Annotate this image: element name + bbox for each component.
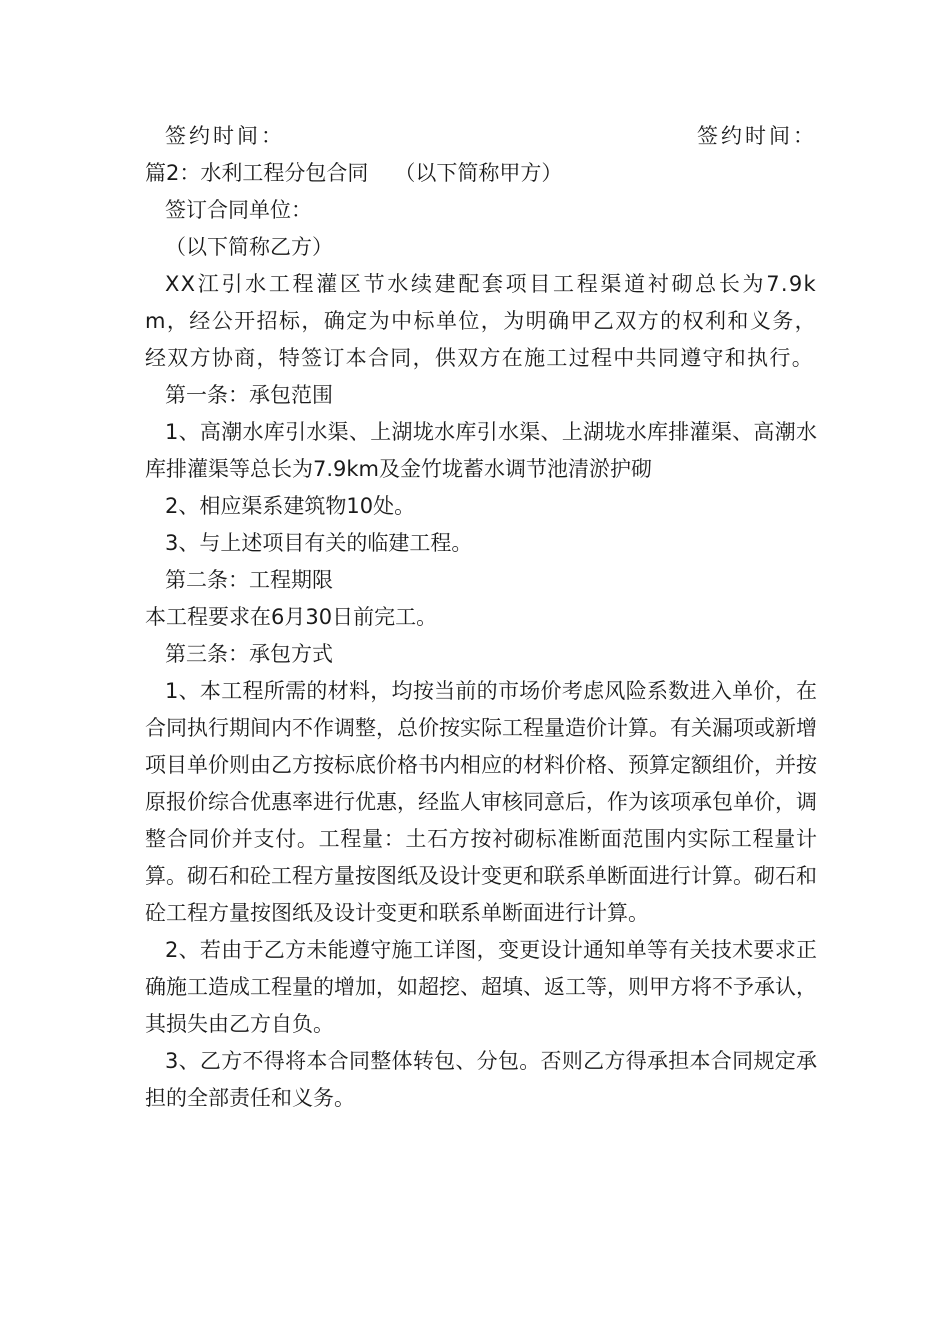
article-1-item-3: 3、与上述项目有关的临建工程。 bbox=[165, 531, 473, 555]
article-3-heading: 第三条：承包方式 bbox=[165, 642, 333, 666]
article-1-item-2: 2、相应渠系建筑物10处。 bbox=[165, 494, 416, 518]
signature-row bbox=[145, 118, 817, 155]
article-3-item-3: 3、乙方不得将本合同整体转包、分包。否则乙方得承担本合同规定承担的全部责任和义务。 bbox=[145, 1049, 817, 1110]
party-a-note: （以下简称甲方） bbox=[394, 161, 563, 185]
article-2-heading: 第二条：工程期限 bbox=[165, 568, 333, 592]
article-3-item-2: 2、若由于乙方未能遵守施工详图，变更设计通知单等有关技术要求正确施工造成工程量的增加，如超挖、超填、返工等，则甲方将不予承认，其损失由乙方自负。 bbox=[145, 938, 817, 1036]
article-1-item-1: 1、高潮水库引水渠、上湖垅水库引水渠、上湖垅水库排灌渠、高潮水库排灌渠等总长为7.9km及金竹垅蓄水调节池清淤护砌 bbox=[145, 420, 817, 481]
contract-heading bbox=[145, 155, 817, 192]
document-body bbox=[145, 118, 817, 1117]
signature-date-left: 签约时间： bbox=[165, 124, 285, 148]
project-intro-paragraph: XX江引水工程灌区节水续建配套项目工程渠道衬砌总长为7.9km，经公开招标，确定为中标单位，为明确甲乙双方的权利和义务，经双方协商，特签订本合同，供双方在施工过程中共同遵守和执行。 bbox=[145, 272, 817, 370]
article-1-heading: 第一条：承包范围 bbox=[165, 383, 333, 407]
article-2-body: 本工程要求在6月30日前完工。 bbox=[145, 605, 438, 629]
party-b-note: （以下简称乙方） bbox=[165, 235, 333, 259]
contract-title: 篇2：水利工程分包合同 bbox=[145, 161, 369, 185]
article-3-item-1: 1、本工程所需的材料，均按当前的市场价考虑风险系数进入单价，在合同执行期间内不作调整，总价按实际工程量造价计算。有关漏项或新增项目单价则由乙方按标底价格书内相应的材料价格、预算定额组价，并按原报价综合优惠率进行优惠，经监人审核同意后，作为该项承包单价，调整合同价并支付。工程量：土石方按衬砌标准断面范围内实际工程量计算。砌石和砼工程方量按图纸及设计变更和联系单断面进行计算。砌石和砼工程方量按图纸及设计变更和联系单断面进行计算。 bbox=[145, 679, 817, 925]
signature-date-right: 签约时间： bbox=[697, 124, 817, 148]
contract-signing-unit: 签订合同单位： bbox=[165, 198, 312, 222]
